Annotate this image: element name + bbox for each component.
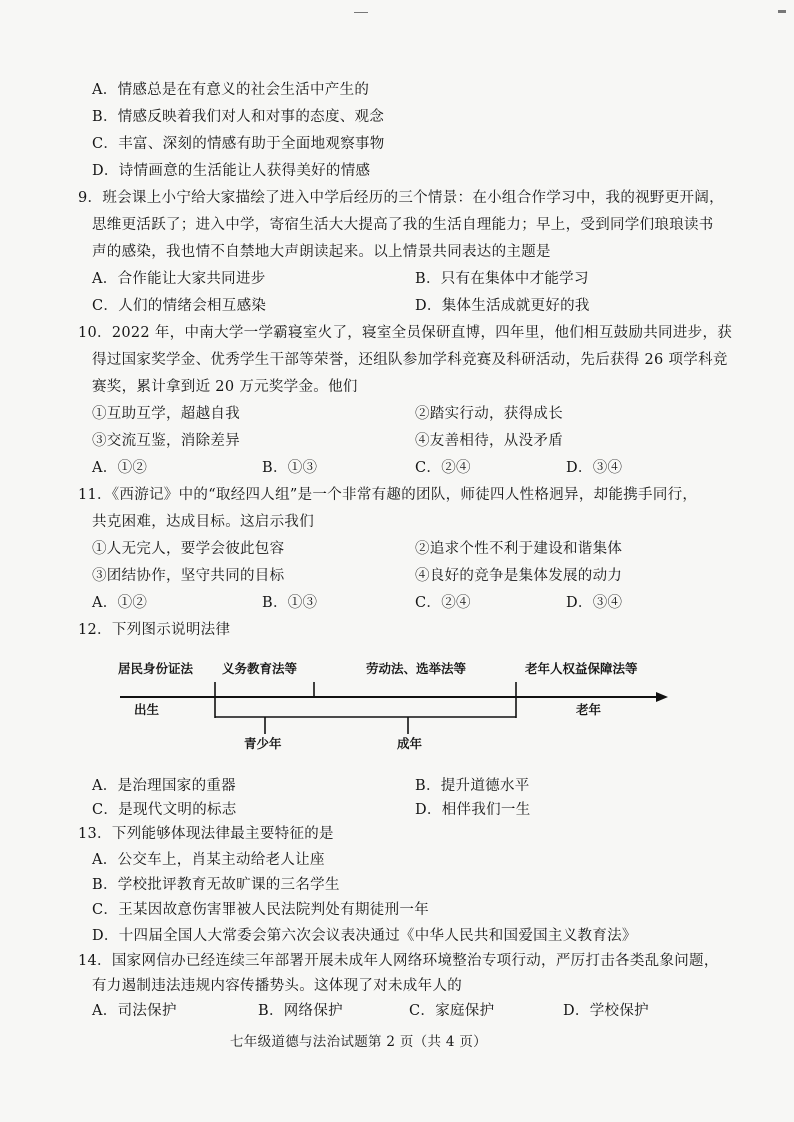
statement-1: ①人无完人，要学会彼此包容 — [92, 541, 285, 557]
option-c: C．②④ — [415, 595, 471, 611]
option-b: B．提升道德水平 — [415, 778, 530, 794]
option-b: B．①③ — [262, 460, 318, 476]
option-c: C．丰富、深刻的情感有助于全面地观察事物 — [92, 136, 385, 152]
question-stem: 声的感染，我也情不自禁地大声朗读起来。以上情景共同表达的主题是 — [92, 244, 551, 260]
question-stem: 有力遏制违法违规内容传播势头。这体现了对未成年人的 — [92, 978, 462, 994]
question-stem: 14．国家网信办已经连续三年部署开展未成年人网络环境整治专项行动，严厉打击各类乱象问题， — [78, 953, 719, 969]
option-a: A．合作能让大家共同进步 — [92, 271, 266, 287]
option-d: D．③④ — [566, 460, 623, 476]
option-a: A．①② — [92, 460, 148, 476]
question-stem: 12．下列图示说明法律 — [78, 622, 231, 638]
option-a: A．①② — [92, 595, 148, 611]
option-c: C．家庭保护 — [409, 1003, 495, 1019]
timeline-label-id-card-law: 居民身份证法 — [118, 661, 194, 676]
scan-speck — [778, 10, 786, 13]
scan-speck — [354, 12, 368, 13]
option-a: A．情感总是在有意义的社会生活中产生的 — [92, 82, 370, 98]
option-d: D．诗情画意的生活能让人获得美好的情感 — [92, 163, 371, 179]
option-c: C．人们的情绪会相互感染 — [92, 298, 267, 314]
timeline-label-compulsory-education-law: 义务教育法等 — [222, 661, 298, 676]
timeline-label-birth: 出生 — [134, 702, 160, 717]
statement-4: ④良好的竞争是集体发展的动力 — [415, 568, 623, 584]
statement-4: ④友善相待，从没矛盾 — [415, 433, 563, 449]
option-d: D．十四届全国人大常委会第六次会议表决通过《中华人民共和国爱国主义教育法》 — [92, 928, 637, 944]
option-c: C．是现代文明的标志 — [92, 802, 237, 818]
timeline-label-labor-election-law: 劳动法、选举法等 — [366, 661, 467, 676]
option-b: B．情感反映着我们对人和对事的态度、观念 — [92, 109, 385, 125]
option-b: B．网络保护 — [258, 1003, 343, 1019]
timeline-label-youth: 青少年 — [244, 736, 282, 751]
question-stem: 13．下列能够体现法律最主要特征的是 — [78, 826, 334, 842]
statement-3: ③团结协作，坚守共同的目标 — [92, 568, 285, 584]
option-b: B．只有在集体中才能学习 — [415, 271, 589, 287]
question-stem: 共克困难，达成目标。这启示我们 — [92, 514, 314, 530]
option-b: B．①③ — [262, 595, 318, 611]
statement-2: ②踏实行动，获得成长 — [415, 406, 563, 422]
question-stem: 得过国家奖学金、优秀学生干部等荣誉，还组队参加学科竞赛及科研活动，先后获得 26 项学科竞 — [92, 352, 728, 368]
option-a: A．是治理国家的重器 — [92, 778, 236, 794]
option-c: C．王某因故意伤害罪被人民法院判处有期徒刑一年 — [92, 902, 429, 918]
timeline-label-old-age: 老年 — [576, 702, 602, 717]
option-d: D．③④ — [566, 595, 623, 611]
question-stem: 赛奖，累计拿到近 20 万元奖学金。他们 — [92, 379, 358, 395]
timeline-arrowhead — [656, 692, 668, 702]
question-stem: 11．《西游记》中的“取经四人组”是一个非常有趣的团队，师徒四人性格迥异，却能携手同行， — [78, 487, 698, 503]
timeline-label-adulthood: 成年 — [397, 736, 423, 751]
option-c: C．②④ — [415, 460, 471, 476]
option-d: D．相伴我们一生 — [415, 802, 531, 818]
question-stem: 10．2022 年，中南大学一学霸寝室火了，寝室全员保研直博，四年里，他们相互鼓励共同进步，获 — [78, 325, 733, 341]
option-b: B．学校批评教育无故旷课的三名学生 — [92, 877, 340, 893]
option-d: D．学校保护 — [563, 1003, 649, 1019]
option-a: A．公交车上，肖某主动给老人让座 — [92, 852, 325, 868]
option-d: D．集体生活成就更好的我 — [415, 298, 590, 314]
question-stem: 9．班会课上小宁给大家描绘了进入中学后经历的三个情景：在小组合作学习中，我的视野更开阔， — [78, 190, 724, 206]
statement-1: ①互助互学，超越自我 — [92, 406, 240, 422]
question-stem: 思维更活跃了；进入中学，寄宿生活大大提高了我的生活自理能力；早上，受到同学们琅琅读书 — [92, 217, 714, 233]
statement-3: ③交流互鉴，消除差异 — [92, 433, 240, 449]
statement-2: ②追求个性不利于建设和谐集体 — [415, 541, 623, 557]
timeline-label-elderly-rights-law: 老年人权益保障法等 — [525, 661, 638, 676]
page-footer: 七年级道德与法治试题第 2 页（共 4 页） — [230, 1034, 487, 1050]
option-a: A．司法保护 — [92, 1003, 177, 1019]
